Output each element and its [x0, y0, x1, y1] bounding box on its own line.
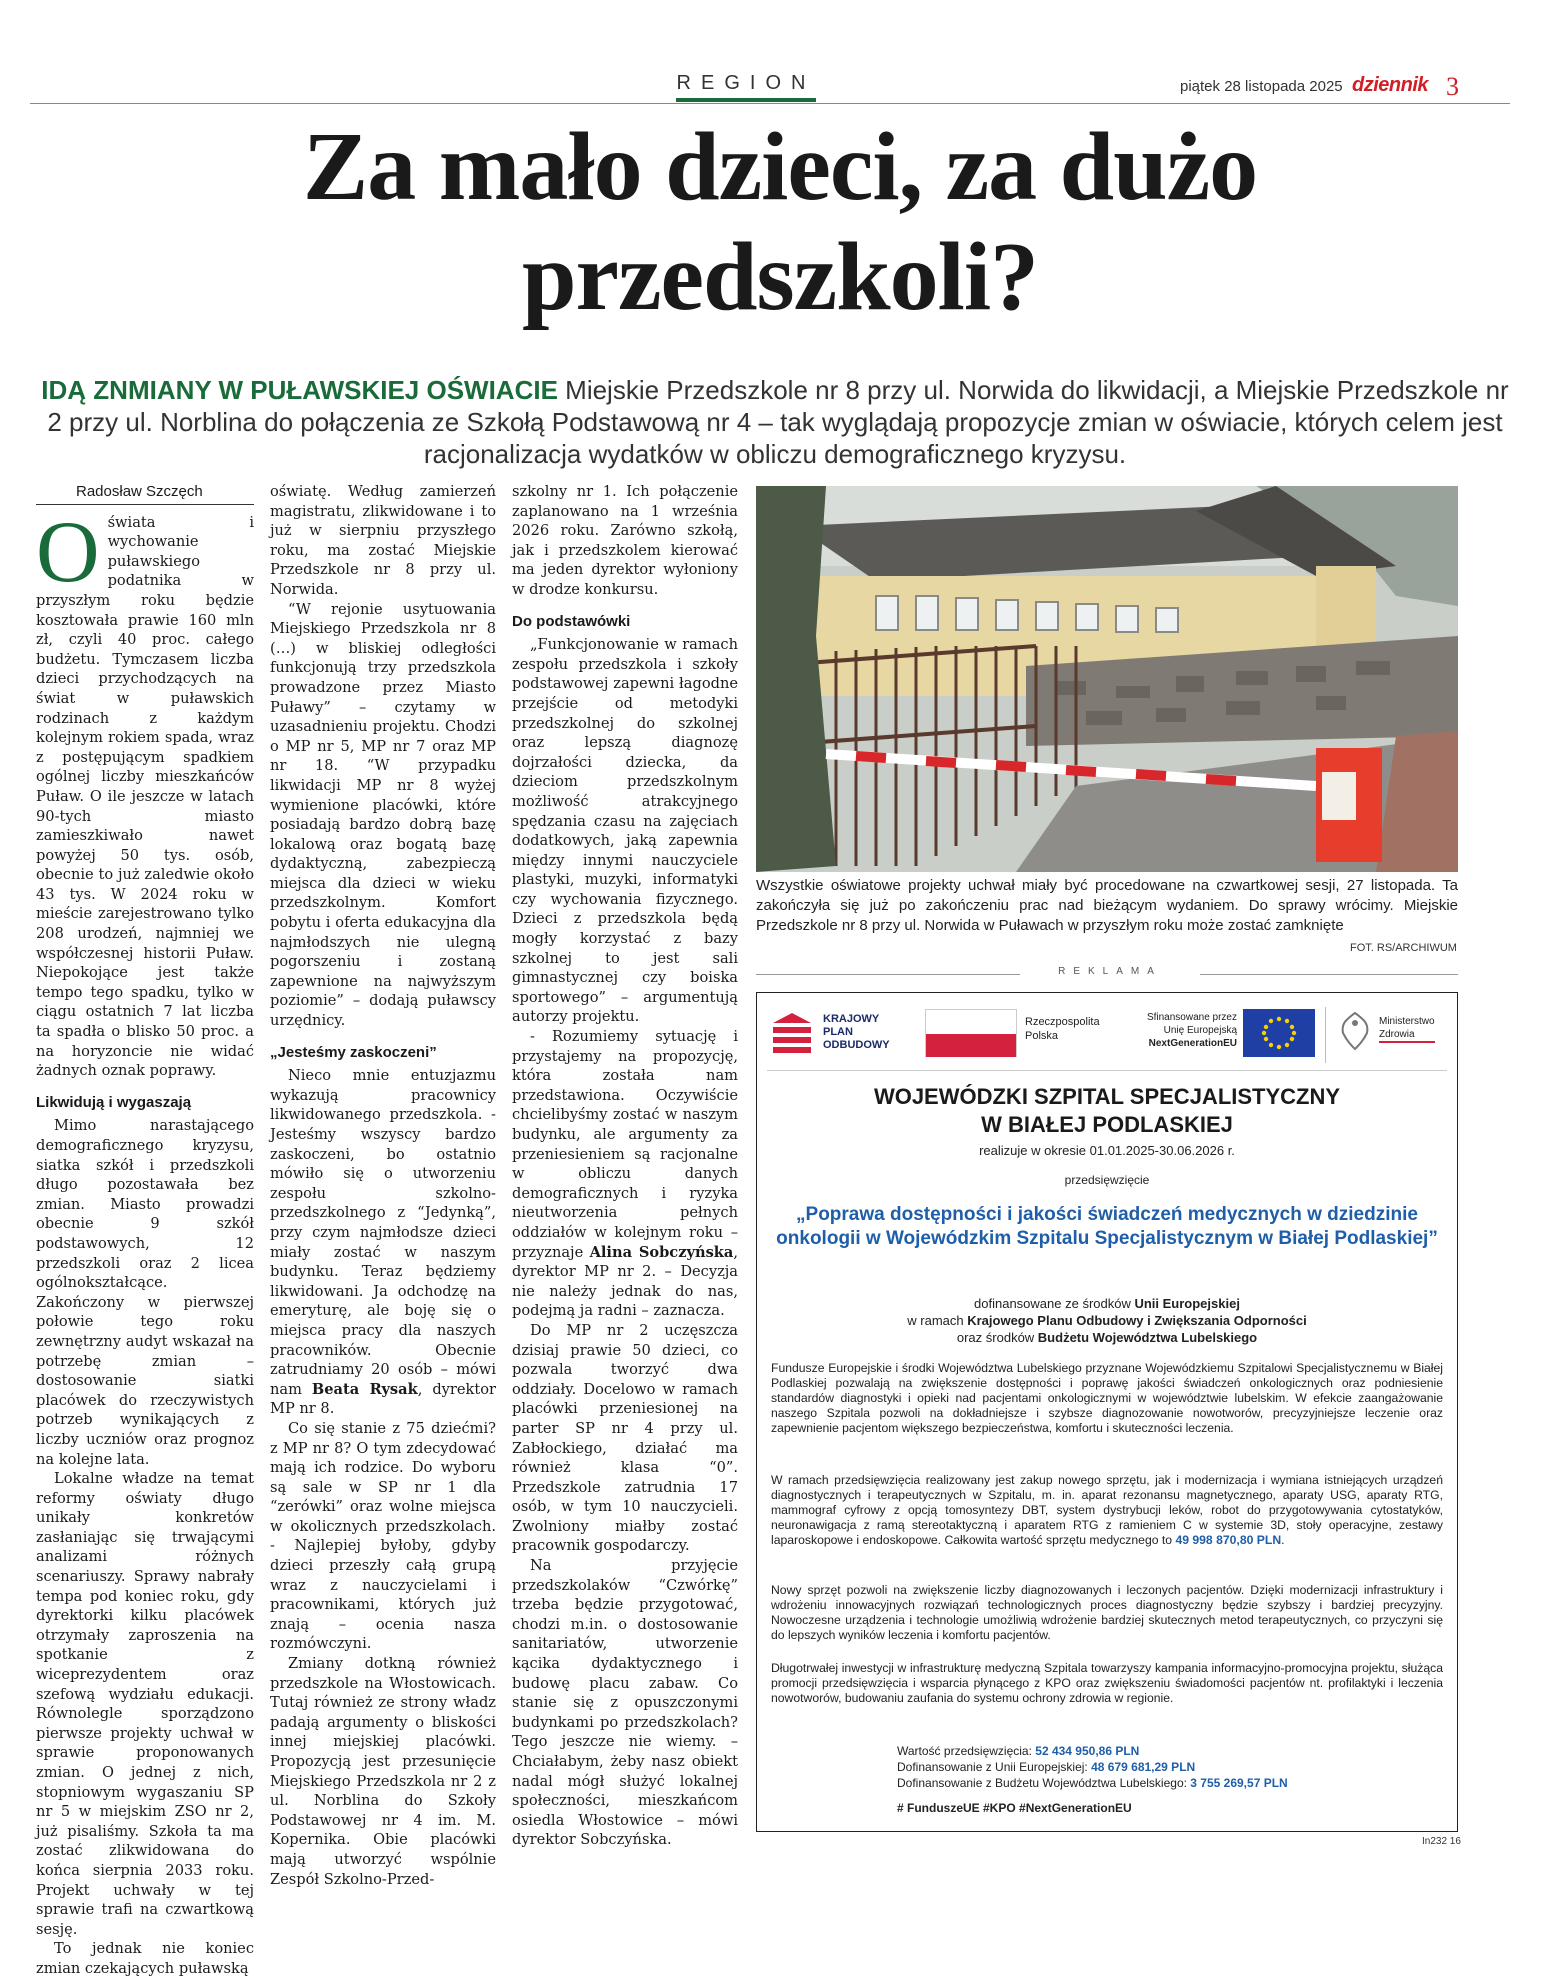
paragraph: Na przyjęcie przedszkolaków “Czwórkę” trzeba będzie przygotować, chodzi m.in. o dostosowanie sanitariatów, utworzenie kącika dydaktycznego i budowę placu zabaw. Co stanie się z opuszczonymi budynkami po przedszkolach? Tego jeszcze nie wiemy. – Chciałabym, żeby nasz obiekt nadal mógł służyć lokalnej społeczności, mieszkańcom osiedla Włostowice – mówi dyrektor Sobczyńska. — [512, 1557, 738, 1849]
eagle-emblem-icon — [1337, 1009, 1373, 1053]
subheading: Likwidują i wygaszają — [36, 1093, 192, 1111]
paragraph: To jednak nie koniec zmian czekających puławską — [36, 1940, 254, 1977]
advert-logos — [767, 1003, 1447, 1071]
eu-logo-text: Sfinansowane przez Unię Europejską NextGenerationEU — [1146, 1012, 1237, 1049]
kpo-logo — [767, 1009, 907, 1059]
advert-body-paragraph: Długotrwałej inwestycji w infrastrukturę medyczną Szpitala towarzyszy kampania informacyjno-promocyjna projektu, służąca promocji przedsięwzięcia i wsparcia płynącego z KPO oraz zwiększeniu świadomości pacjentów nt. profilaktyki i leczenia nowotworów, budowaniu zaufania do systemu ochrony zdrowia w regionie. — [771, 1661, 1443, 1705]
advert-title: WOJEWÓDZKI SZPITAL SPECJALISTYCZNY W BIAŁEJ PODLASKIEJ — [873, 1084, 1341, 1137]
poland-logo — [925, 1009, 1125, 1059]
paragraph: Co się stanie z 75 dziećmi? z MP nr 8? O tym zdecydować mają ich rodzice. Do wyboru są sale w SP nr 1 dla “zerówki” oraz wolne miejsca w okolicznych przedszkolach. - Najlepiej byłoby, gdyby dzieci przeszły całą grupą wraz z nauczycielami i pracownikami, których już znają – ocenia nasza rozmówczyni. — [270, 1419, 496, 1653]
subheading: „Jesteśmy zaskoczeni” — [270, 1043, 437, 1061]
paragraph: Nieco mnie entuzjazmu wykazują pracownicy likwidowanego przedszkola. - Jesteśmy wszyscy bardzo zaskoczeni, bo ostatnio mówiło się o utworzeniu zespołu szkolno-przedszkolnego z “Jedynką”, przy czym najmłodsze dzieci miały zostać w naszym budynku. Teraz będziemy likwidowani. Ja odchodzę na emeryturę, ale boję się o miejsca pracy dla naszych pracowników. Obecnie zatrudniamy 20 osób – mówi nam Beata Rysak, dyrektor MP nr 8. — [270, 1067, 496, 1418]
advert-period: realizuje w okresie 01.01.2025-30.06.2026 r. — [979, 1143, 1235, 1158]
lead-text: Miejskie Przedszkole nr 8 przy ul. Norwida do likwidacji, a Miejskie Przedszkole nr 2 przy ul. Norblina do połączenia ze Szkołą Podstawową nr 4 – tak wyglądają propozycje zmian w oświacie, których celem jest racjonalizacja wydatków w obliczu demograficznego kryzysu. — [47, 375, 1509, 469]
poland-flag-icon — [925, 1009, 1017, 1057]
person-name: Alina Sobczyńska — [589, 1243, 734, 1261]
lead-kicker: IDĄ ZNMIANY W PUŁAWSKIEJ OŚWIACIE — [41, 375, 558, 405]
advert-przedsiewziecie: przedsięwzięcie — [1064, 1173, 1150, 1187]
advert-values: Wartość przedsięwzięcia: 52 434 950,86 PLN Dofinansowanie z Unii Europejskiej: 48 679 681,29 PLN Dofinansowanie z Budżetu Województwa Lubelskiego: 3 755 269,57 PLN — [897, 1744, 1288, 1790]
advert-code: In232 16 — [1422, 1836, 1461, 1847]
page-number: 3 — [1446, 72, 1459, 101]
paragraph: szkolny nr 1. Ich połączenie zaplanowano na 1 września 2026 roku. Zarówno szkołą, jak i przedszkolem kierować ma jeden dyrektor wyłoniony w drodze konkursu. — [512, 483, 738, 598]
kpo-logo-text: KRAJOWY PLAN ODBUDOWY — [823, 1013, 890, 1051]
section-tag: REGION — [676, 72, 816, 94]
section-underline — [676, 98, 816, 102]
ministry-logo-text: Ministerstwo Zdrowia — [1379, 1015, 1435, 1043]
article-column-1 — [36, 482, 254, 1979]
paragraph: - Rozumiemy sytuację i przystajemy na propozycję, która została nam przedstawiona. Oczywiście chcielibyśmy zostać w naszym budynku, ale argumenty za przeniesieniem są racjonalne w obliczu danych demograficznych i ryzyka nieutworzenia pełnych oddziałów w kolejnym roku – przyznaje Alina Sobczyńska, dyrektor MP nr 2. – Decyzja nie należy jednak do nas, podejmą ja radni – zaznacza. — [512, 1028, 738, 1320]
logo-separator — [1325, 1007, 1326, 1063]
newspaper-logo: dziennik — [1352, 74, 1429, 96]
article-photo — [756, 486, 1458, 872]
header-rule — [30, 103, 1510, 104]
ministry-logo — [1337, 1009, 1447, 1059]
paragraph: oświatę. Według zamierzeń magistratu, zlikwidowane i to już w sierpniu przyszłego roku, ma zostać Miejskie Przedszkole nr 8 przy ul. Norwida. — [270, 483, 496, 598]
paragraph: Zmiany dotkną również przedszkole na Włostowicach. Tutaj również ze strony władz padają argumenty o bliskości innej miejskiej placówki. Propozycją jest przesunięcie Miejskiego Przedszkola nr 2 z ul. Norblina do Szkoły Podstawowej nr 4 im. M. Kopernika. Obie placówki mają utworzyć wspólnie Zespół Szkolno-Przed- — [270, 1655, 496, 1888]
poland-logo-text: Rzeczpospolita Polska — [1025, 1016, 1100, 1042]
person-name: Beata Rysak — [311, 1380, 418, 1398]
advert-label: REKLAMA — [1020, 966, 1200, 977]
eu-flag-icon — [1243, 1009, 1315, 1057]
paragraph: Oświatа i wychowanie puławskiego podatnika w przyszłym roku będzie kosztowała prawie 160 mln zł, czyli 40 proc. całego budżetu. Tymczasem liczba dzieci przychodzących na świat w puławskich rodzinach z każdym kolejnym rokiem spada, wraz z postępującym spadkiem ogólnej liczby mieszkańców Puław. O ile jeszcze w latach 90-tych miasto zamieszkiwało nawet powyżej 50 tys. osób, obecnie to już zaledwie około 43 tys. W 2024 roku w mieście zarejestrowano tylko 208 urodzeń, najmniej we współczesnej historii Puław. Niepokojące jest także tempo tego spadku, tylko w ciągu ostatnich 7 lat liczba ta spadła o blisko 50 proc. a na horyzoncie nie widać żadnych oznak poprawy. — [36, 503, 254, 1080]
advert-body-paragraph: W ramach przedsięwzięcia realizowany jest zakup nowego sprzętu, jak i modernizacja i wymiana istniejących urządzeń diagnostycznych i terapeutycznych w Szpitalu, m. in. aparat rezonansu magnetycznego, aparaty USG, aparaty RTG, mammograf cyfrowy z opcją tomosyntezy DBT, system dystrybucji leków, robot do przygotowywania cytostatyków, neuronawigacja z ramą stereotaktyczną i aparatem RTG z ramieniem C w systemie 3D, stoły operacyjne, zestawy laparoskopowe i endoskopowe. Całkowita wartość sprzętu medycznego to 49 998 870,80 PLN. — [771, 1473, 1443, 1547]
paragraph: “W rejonie usytuowania Miejskiego Przedszkola nr 8 (…) w bliskiej odległości funkcjonują trzy przedszkola prowadzone przez Miasto Puławy” – czytamy w uzasadnieniu projektu. Chodzi o MP nr 5, MP nr 7 oraz MP nr 18. “W przypadku likwidacji MP nr 8 wyżej wymienione placówki, które posiadają bardzo dobrą bazę lokalową oraz bogatą bazę dydaktyczną, zabezpieczą miejsca dla dzieci w wieku przedszkolnym. Komfort pobytu i oferta edukacyjna dla najmłodszych nie ulegną pogorszeniu i zostaną zapewnione na najwyższym poziomie” – dodają puławscy urzędnicy. — [270, 600, 496, 1030]
lead — [40, 374, 1510, 470]
advert-hashtags: # FunduszeUE #KPO #NextGenerationEU — [897, 1801, 1132, 1815]
advert-body-paragraph: Fundusze Europejskie i środki Województwa Lubelskiego przyznane Wojewódzkiemu Szpitalowi Specjalistycznemu w Białej Podlaskiej pozwalają na zwiększenie dostępności i poprawę jakości świadczeń onkologicznych oraz podniesienie standardów diagnostyki i opieki nad pacjentami onkologicznymi w województwie lubelskim. W efekcie zaangażowanie naszego Szpitala pozwoli na dokładniejsze i szybsze diagnozowanie nowotworów, precyzyjniejsze leczenie oraz zapewnienie pacjentom większego bezpieczeństwa, komfortu i skuteczności leczenia. — [771, 1361, 1443, 1435]
advert-box — [756, 992, 1458, 1832]
header-date: piątek 28 listopada 2025 — [1180, 78, 1343, 95]
photo-credit: FOT. RS/ARCHIWUM — [1350, 942, 1457, 954]
photo-illustration — [756, 486, 1458, 872]
paragraph: „Funkcjonowanie w ramach zespołu przedszkola i szkoły podstawowej zapewni łagodne przejście od metodyki przedszkolnej do szkolnej oraz lepszą diagnozę dojrzałości dziecka, da dzieciom przedszkolnym możliwość atrakcyjnego spędzania czasu na zajęciach dodatkowych, jaką zapewnia między innymi nauczyciele plastyki, muzyki, informatyki czy wychowania fizycznego. Dzieci z przedszkola będą mogły korzystać z bazy szkolnej to jest sali gimnastycznej czy boiska sportowego” – argumentują autorzy projektu. — [512, 636, 738, 1026]
headline: Za mało dzieci, za dużo przedszkoli? — [302, 113, 1258, 331]
paragraph: Do MP nr 2 uczęszcza dzisiaj prawie 50 dzieci, co pozwala tworzyć dwa oddziały. Docelowo w ramach placówki przeniesionej na parter SP nr 4 przy ul. Zabłockiego, działać ma również klasa “0”. Przedszkole zatrudnia 17 osób, w tym 10 nauczycieli. Zwolniony miałby zostać pracownik gospodarczy. — [512, 1321, 738, 1555]
drop-cap: O — [36, 503, 100, 601]
advert-cofinancing: dofinansowane ze środków Unii Europejskiej w ramach Krajowego Planu Odbudowy i Zwiększania Odporności oraz środków Budżetu Województwa Lubelskiego — [907, 1296, 1307, 1345]
article-column-3 — [512, 482, 738, 1850]
subheading: Do podstawówki — [512, 612, 631, 630]
article-column-2 — [270, 482, 496, 1889]
paragraph: Lokalne władze na temat reformy oświaty długo unikały konkretów zasłaniając się trwającymi analizami różnych scenariuszy. Sprawy nabrały tempa pod koniec roku, gdy dyrektorki kilku placówek otrzymały zaproszenia na spotkanie z wiceprezydentem oraz szefową wydziału edukacji. Równolegle sporządzono pierwsze projekty uchwał w sprawie proponowanych zmian. O jednej z nich, stopniowym wygaszaniu SP nr 5 w miejskim ZSO nr 2, już pisaliśmy. Szkoła ta ma zostać zlikwidowana do końca sierpnia 2033 roku. Projekt uchwały w tej sprawie trafi na czwartkową sesję. — [36, 1470, 254, 1938]
author-byline: Radosław Szczęch — [36, 482, 254, 505]
kpo-logo-icon — [767, 1009, 817, 1059]
advert-project-title: „Poprawa dostępności i jakości świadczeń medycznych w dziedzinie onkologii w Wojewódzkim Szpitalu Specjalistycznym w Białej Podlaskiej” — [776, 1204, 1438, 1249]
paragraph: Mimo narastającego demograficznego kryzysu, siatka szkół i przedszkoli długo pozostawała bez zmian. Miasto prowadzi obecnie 9 szkół podstawowych, 12 przedszkoli oraz 2 licea ogólnokształcące. Zakończony w pierwszej połowie tego roku zewnętrzny audyt wskazał na potrzebę zmian – dostosowanie siatki placówek do rzeczywistych potrzeb wynikających z liczby uczniów oraz prognoz na kolejne lata. — [36, 1117, 254, 1468]
photo-caption: Wszystkie oświatowe projekty uchwał miały być procedowane na czwartkowej sesji, 27 listopada. Ta zakończyła się już po zakończeniu prac nad bieżącym wydaniem. Do sprawy wrócimy. Miejskie Przedszkole nr 8 przy ul. Norwida w Puławach w przyszłym roku może zostać zamknięte — [756, 877, 1458, 934]
advert-body-paragraph: Nowy sprzęt pozwoli na zwiększenie liczby diagnozowanych i leczonych pacjentów. Dzięki modernizacji infrastruktury i wdrożeniu innowacyjnych rozwiązań technologicznych proces diagnostyczny będzie szybszy i bardziej precyzyjny. Nowoczesne urządzenia i technologie umożliwią wdrożenie bardziej skutecznych metod terapeutycznych, co przyczyni się do lepszych wyników leczenia i komfortu pacjentów. — [771, 1583, 1443, 1642]
